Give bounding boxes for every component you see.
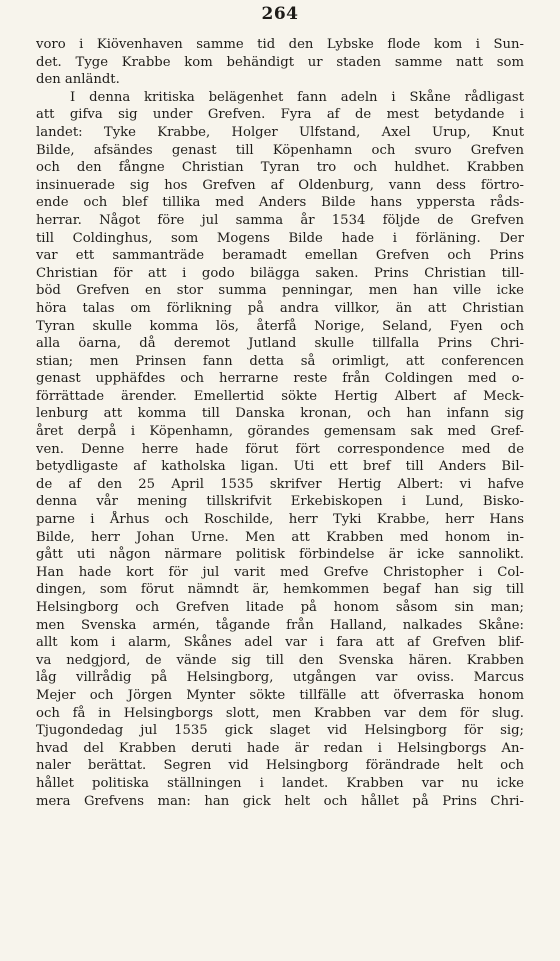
text-line: denna vår mening tillskrifvit Erkebiskopen i Lund, Bisko-	[36, 494, 524, 510]
text-line: böd Grefven en stor summa penningar, men han ville icke	[36, 283, 524, 299]
text-line: och den fångne Christian Tyran tro och huldhet. Krabben	[36, 160, 524, 176]
text-line: I denna kritiska belägenhet fann adeln i Skåne rådligast	[70, 89, 524, 105]
page-number: 264	[261, 4, 299, 24]
text-line: Mejer och Jörgen Mynter sökte tillfälle att öfverraska honom	[36, 687, 524, 703]
text-line: att gifva sig under Grefven. Fyra af de mest betydande i	[36, 107, 524, 123]
text-line: alla öarna, då deremot Jutland skulle tillfalla Prins Chri-	[36, 336, 524, 352]
text-line: dingen, som förut nämndt är, hemkommen begaf han sig till	[36, 582, 524, 598]
text-line: den anländt.	[36, 72, 120, 88]
text-line: och få in Helsingborgs slott, men Krabben var dem för slug.	[36, 705, 524, 721]
text-line: parne i Århus och Roschilde, herr Tyki Krabbe, herr Hans	[36, 512, 524, 528]
text-line: betydligaste af katholska ligan. Uti ett bref till Anders Bil-	[36, 459, 524, 475]
text-line: året derpå i Köpenhamn, görandes gemensam sak med Gref-	[36, 424, 524, 440]
text-line: höra talas om förlikning på andra villkor, än att Christian	[36, 300, 524, 316]
text-line: Tyran skulle komma lös, återfå Norige, Seland, Fyen och	[36, 318, 524, 334]
text-line: Christian för att i godo bilägga saken. Prins Christian till-	[36, 265, 524, 281]
text-line: Tjugondedag jul 1535 gick slaget vid Helsingborg för sig;	[36, 723, 524, 739]
text-line: de af den 25 April 1535 skrifver Hertig Albert: vi hafve	[36, 476, 524, 492]
text-line: hållet politiska ställningen i landet. Krabben var nu icke	[36, 775, 524, 791]
text-line: allt kom i alarm, Skånes adel var i fara att af Grefven blif-	[36, 635, 524, 651]
text-line: insinuerade sig hos Grefven af Oldenburg, vann dess förtro-	[36, 177, 524, 193]
text-line: genast upphäfdes och herrarne reste från Coldingen med o-	[36, 371, 524, 387]
text-line: Han hade kort för jul varit med Grefve Christopher i Col-	[36, 564, 524, 580]
text-line: det. Tyge Krabbe kom behändigt ur staden samme natt som	[36, 54, 524, 70]
text-line: Helsingborg och Grefven litade på honom såsom sin man;	[36, 600, 524, 615]
text-line: herrar. Något före jul samma år 1534 följde de Grefven	[36, 212, 524, 228]
text-line: stian; men Prinsen fann detta så orimligt, att conferencen	[36, 353, 524, 369]
text-line: Bilde, herr Johan Urne. Men att Krabben med honom in-	[36, 529, 524, 545]
text-line: låg villrådig på Helsingborg, utgången var oviss. Marcus	[36, 670, 524, 686]
text-line: voro i Kiövenhaven samme tid den Lybske flode kom i Sun-	[36, 37, 524, 52]
text-line: Bilde, afsändes genast till Köpenhamn och svuro Grefven	[36, 142, 524, 158]
body-text	[36, 36, 524, 810]
text-line: var ett sammanträde beramadt emellan Grefven och Prins	[36, 248, 524, 264]
text-line: naler berättat. Segren vid Helsingborg förändrade helt och	[36, 758, 524, 774]
text-line: landet: Tyke Krabbe, Holger Ulfstand, Axel Urup, Knut	[36, 124, 524, 140]
text-line: va nedgjord, de vände sig till den Svenska hären. Krabben	[36, 652, 524, 668]
text-line: mera Grefvens man: han gick helt och hållet på Prins Chri-	[36, 793, 524, 809]
text-line: lenburg att komma till Danska kronan, och han infann sig	[36, 406, 524, 422]
text-line: till Coldinghus, som Mogens Bilde hade i förläning. Der	[36, 230, 524, 246]
text-line: hvad del Krabben deruti hade är redan i Helsingborgs An-	[36, 740, 524, 756]
text-line: förrättade ärender. Emellertid sökte Hertig Albert af Meck-	[36, 388, 524, 404]
text-line: men Svenska armén, tågande från Halland, nalkades Skåne:	[36, 617, 524, 633]
text-line: ven. Denne herre hade förut fört correspondence med de	[36, 441, 524, 457]
text-line: ende och blef tillika med Anders Bilde hans yppersta råds-	[36, 195, 524, 211]
text-line: gått uti någon närmare politisk förbindelse är icke sannolikt.	[36, 547, 524, 563]
